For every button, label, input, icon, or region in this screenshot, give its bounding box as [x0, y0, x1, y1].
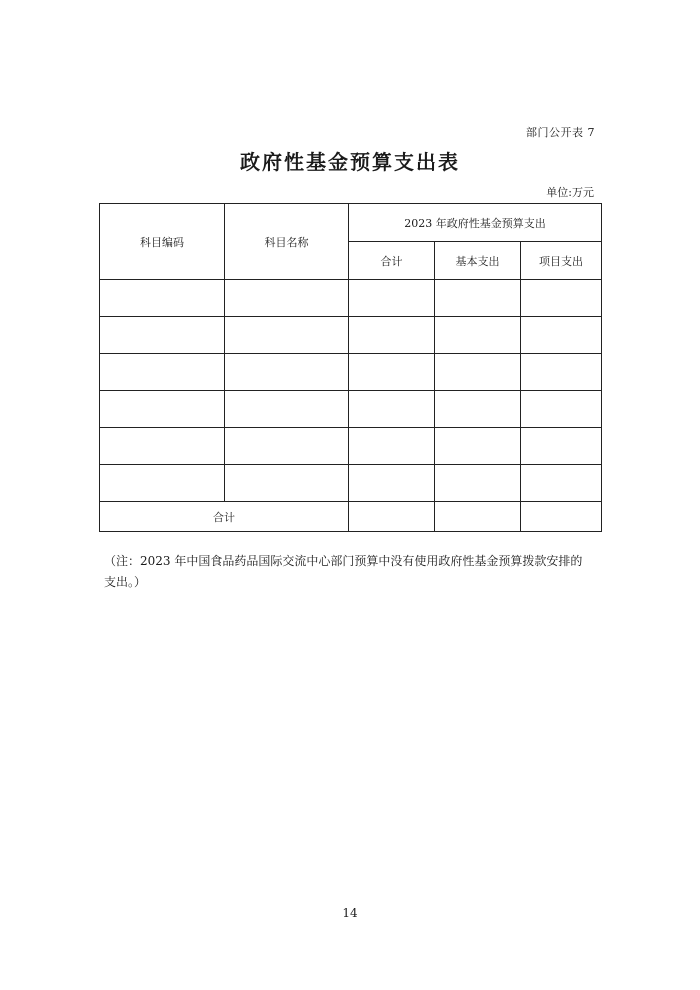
col-header-code: 科目编码 — [100, 204, 225, 280]
table-cell — [349, 391, 435, 428]
table-cell — [435, 391, 521, 428]
total-cell — [349, 502, 435, 532]
table-code: 部门公开表 7 — [526, 126, 595, 139]
table-cell — [100, 465, 225, 502]
table-cell — [349, 280, 435, 317]
header-row — [100, 204, 602, 242]
table-row — [100, 280, 602, 317]
col-header-total: 合计 — [349, 242, 435, 280]
table-cell — [435, 280, 521, 317]
table-cell — [349, 428, 435, 465]
total-row — [100, 502, 602, 532]
table-cell — [349, 317, 435, 354]
table-row — [100, 317, 602, 354]
table-row — [100, 465, 602, 502]
table-note: （注：2023 年中国食品药品国际交流中心部门预算中没有使用政府性基金预算拨款安排的支出。） — [104, 554, 583, 589]
table-cell — [349, 354, 435, 391]
total-label: 合计 — [100, 502, 349, 532]
table-cell — [100, 354, 225, 391]
table-cell — [225, 428, 349, 465]
col-header-name: 科目名称 — [225, 204, 349, 280]
table-cell — [435, 465, 521, 502]
table-cell — [521, 317, 602, 354]
table-row — [100, 354, 602, 391]
col-header-project: 项目支出 — [521, 242, 602, 280]
table-cell — [225, 280, 349, 317]
table-cell — [100, 317, 225, 354]
table-cell — [521, 391, 602, 428]
total-cell — [435, 502, 521, 532]
total-cell — [521, 502, 602, 532]
table-row — [100, 428, 602, 465]
table-cell — [100, 428, 225, 465]
table-cell — [521, 280, 602, 317]
table-cell — [435, 317, 521, 354]
budget-table — [99, 203, 602, 532]
page-number: 14 — [342, 906, 358, 920]
table-cell — [225, 465, 349, 502]
table-cell — [521, 428, 602, 465]
table-row — [100, 391, 602, 428]
page-title: 政府性基金预算支出表 — [240, 150, 460, 174]
table-cell — [435, 428, 521, 465]
table-cell — [100, 391, 225, 428]
table-cell — [349, 465, 435, 502]
table-cell — [521, 354, 602, 391]
group-header: 2023 年政府性基金预算支出 — [349, 204, 602, 242]
table-cell — [225, 317, 349, 354]
table-cell — [100, 280, 225, 317]
table-cell — [435, 354, 521, 391]
col-header-basic: 基本支出 — [435, 242, 521, 280]
unit-label: 单位:万元 — [546, 186, 594, 199]
table-cell — [521, 465, 602, 502]
table-cell — [225, 354, 349, 391]
table-cell — [225, 391, 349, 428]
